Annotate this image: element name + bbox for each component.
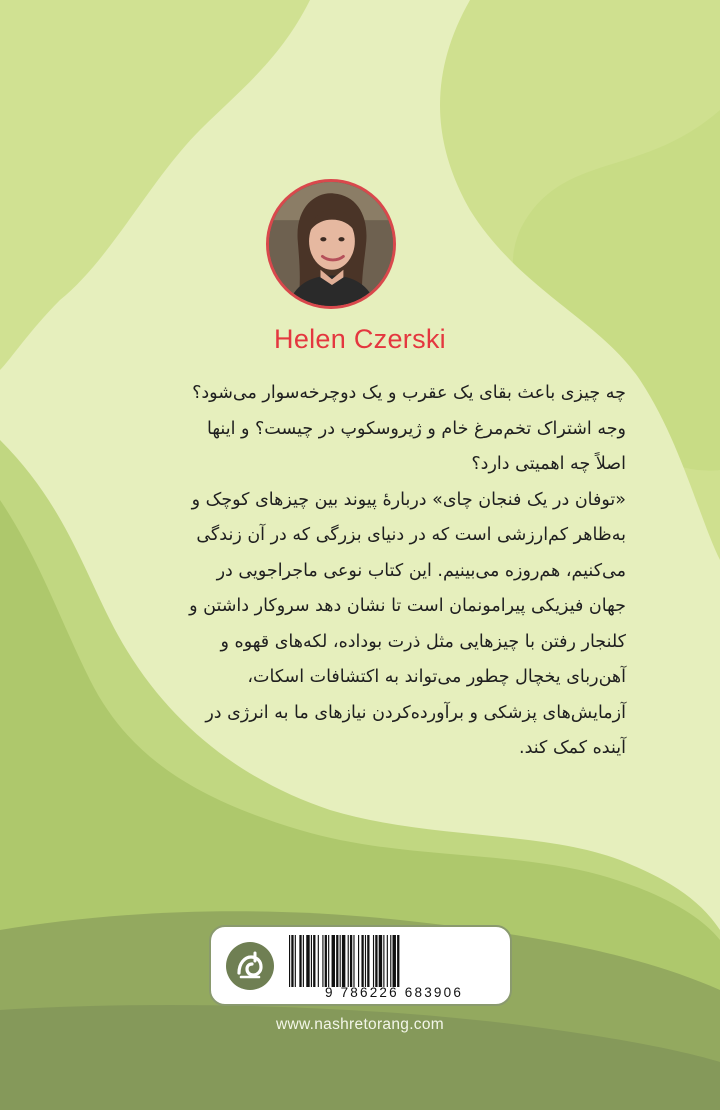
barcode-bar <box>397 935 399 987</box>
barcode-bar <box>387 935 388 987</box>
blurb-body-line: جهان فیزیکی پیرامونمان است تا نشان دهد سروکار داشتن و <box>189 596 626 616</box>
isbn-number: 9 786226 683906 <box>324 985 464 1000</box>
blurb-question-line: اصلاً چه اهمیتی دارد؟ <box>471 454 626 474</box>
blurb-text <box>100 376 626 767</box>
barcode-bar <box>306 935 309 987</box>
barcode-bar <box>332 935 335 987</box>
barcode-bar <box>303 935 304 987</box>
blurb-body-line: آهن‌ربای یخچال چطور می‌تواند به اکتشافات اسکات، <box>247 667 626 687</box>
barcode-bar <box>325 935 327 987</box>
barcode-bar <box>318 935 319 987</box>
blurb-body-line: «توفان در یک فنجان چای» دربارهٔ پیوند بین چیزهای کوچک و <box>191 489 626 510</box>
publisher-website: www.nashretorang.com <box>276 1016 444 1033</box>
barcode-bar <box>348 935 349 987</box>
barcode-bar <box>353 935 354 987</box>
barcode-panel <box>209 925 512 1006</box>
barcode-bar <box>383 935 384 987</box>
blurb-body-line: کلنجار رفتن با چیزهایی مثل ذرت بوداده، لکه‌های قهوه و <box>220 631 626 652</box>
barcode-bar <box>393 935 396 987</box>
barcode-bar <box>367 935 369 987</box>
author-portrait-image <box>269 182 393 306</box>
barcode-bar <box>291 935 293 987</box>
barcode-bar <box>379 935 382 987</box>
barcode-bar <box>299 935 301 987</box>
isbn-barcode <box>287 935 499 987</box>
barcode-bar <box>328 935 329 987</box>
author-name: Helen Czerski <box>274 324 446 354</box>
barcode-bar <box>350 935 352 987</box>
barcode-bar <box>322 935 323 987</box>
barcode-bar <box>289 935 290 987</box>
barcode-bar <box>365 935 366 987</box>
barcode-bar <box>295 935 296 987</box>
author-photo <box>266 179 396 309</box>
blurb-body-line: آینده کمک کند. <box>519 738 626 758</box>
blurb-question-line: وجه اشتراک تخم‌مرغ خام و ژیروسکوپ در چیست؟ و اینها <box>207 418 626 439</box>
barcode-bar <box>361 935 363 987</box>
barcode-bar <box>342 935 345 987</box>
blurb-body-line: آزمایش‌های پزشکی و برآورده‌کردن نیازهای ما به انرژی در <box>205 702 626 723</box>
barcode-bar <box>373 935 374 987</box>
barcode-bar <box>358 935 359 987</box>
blurb-body-line: می‌کنیم، هم‌روزه می‌بینیم. این کتاب نوعی ماجراجویی در <box>216 560 626 581</box>
blurb-question-line: چه چیزی باعث بقای یک عقرب و یک دوچرخه‌سوار می‌شود؟ <box>192 383 626 403</box>
barcode-bar <box>390 935 391 987</box>
barcode-bar <box>336 935 338 987</box>
barcode-bar <box>311 935 312 987</box>
barcode-bar <box>340 935 341 987</box>
barcode-bar <box>313 935 315 987</box>
publisher-logo-icon <box>225 941 275 991</box>
barcode-bar <box>375 935 377 987</box>
blurb-body-line: به‌ظاهر کم‌ارزشی است که در دنیای بزرگی که در آن زندگی <box>196 525 626 545</box>
